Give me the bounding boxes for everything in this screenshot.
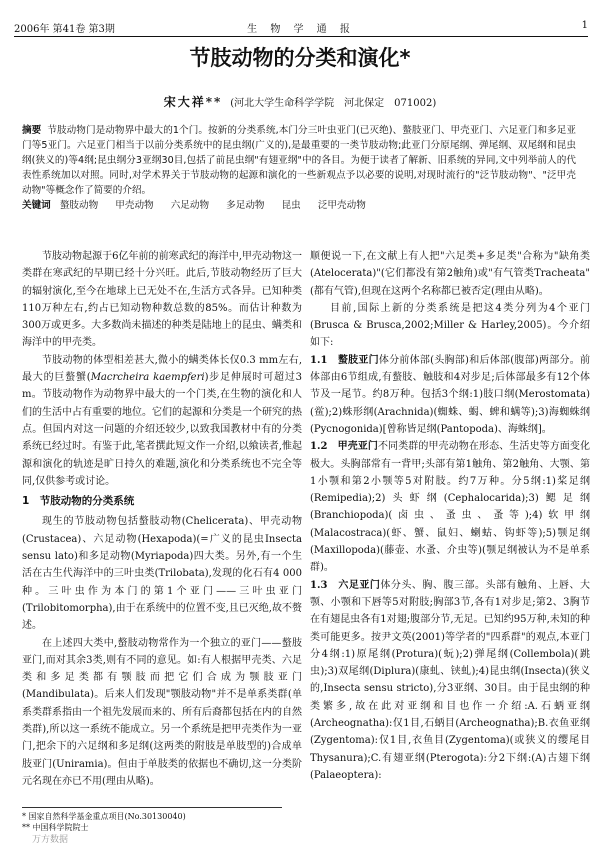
footnote-author: ** 中国科学院院士 (22, 823, 89, 832)
subsection-heading: 1.2 甲壳亚门 (310, 441, 378, 453)
abstract (22, 123, 576, 213)
body-paragraph: 在上述四大类中,螯肢动物常作为一个独立的亚门——螯肢亚门,而对其余3类,则有不同的意见。如:有人根据甲壳类、六足类和多足类都有颚肢而把它们合成为颚肢亚门(Mandibulata)。后来人们发现"颚肢动物"并不是单系类群(单系类群系指由一个祖先发展而来的、所有后裔都包括在内的自然类群),所以这一系统不能成立。另一个系统是把甲壳类作为一亚门,把余下的六足纲和多足纲(这两类的附肢是单肢型的)合成单肢亚门(Uniramia)。但由于单肢类的依据也不确切,这一分类阶元名现在亦已不用(理由从略)。 (22, 637, 302, 787)
body-paragraph (22, 352, 302, 490)
keywords (22, 198, 576, 213)
subsection-heading: 1.3 六足亚门 (310, 579, 381, 591)
body-paragraph: 目前,国际上新的分类系统是把这4类分列为4个亚门(Brusca & Brusca,2002;Miller & Harley,2005)。今介绍如下: (310, 302, 590, 349)
watermark: 万方数据 (32, 835, 69, 845)
paragraph-text: 节肢动物的体型相差甚大,微小的螨类体长仅0.3 mm左右,最大的巨螯蟹( (22, 354, 302, 384)
subsection-text: 不同类群的甲壳动物在形态、生活史等方面变化极大。头胸部常有一背甲;头部有第1触角、第2触角、大颚、第1小颚和第2小颚等5对附肢。约7万种。分5纲:1)桨足纲(Remipedia);2)头虾纲(Cephalocarida);3)鳃足纲(Branchiopoda)(卤虫、蚤虫、蚤等);4)软甲纲(Malacostraca)(虾、蟹、鼠妇、蝲蛄、钩虾等);5)颚足纲(Maxillopoda)(藤壶、水蚤、介虫等)(颚足纲被认为不是单系群)。 (310, 441, 590, 574)
body-paragraph: 现生的节肢动物包括螯肢动物(Chelicerata)、甲壳动物(Crustacea)、六足动物(Hexapoda)(=广义的昆虫Insecta sensu lato)和多足动物(Myriapoda)四大类。另外,有一个生活在古生代海洋中的三叶虫类(Trilobata),发现的化石有4 000种。三叶虫作为本门的第1个亚门——三叶虫亚门(Trilobitomorpha),由于在系统中的位置不变,且已灭绝,故不赘述。 (22, 516, 302, 632)
keyword: 螯肢动物 (59, 200, 99, 211)
keyword: 多足动物 (226, 200, 265, 211)
author-affiliation: (河北大学生命科学学院 河北保定 071002) (230, 98, 437, 109)
subsection-text: 体分前体部(头胸部)和后体部(腹部)两部分。前体部由6节组成,有螯肢、触肢和4对步足;后体部最多有12个体节及一尾节。约8万种。包括3个纲:1)肢口纲(Merostomata)(鲎);2)蛛形纲(Arachnida)(蜘蛛、蝎、蜱和螨等);3)海蜘蛛纲(Pycnogonida)[曾称皆足纲(Pantopoda)、海蛛纲]。 (310, 354, 590, 435)
body-paragraph: 顺便说一下,在文献上有人把"六足类+多足类"合称为"缺角类(Atelocerata)"(它们都没有第2触角)或"有气管类Tracheata"(都有气管),但现在这两个名称都已被否定(理由从略)。 (310, 251, 590, 297)
left-column (22, 248, 302, 790)
footnotes (22, 807, 282, 833)
keywords-label: 关键词 (22, 200, 51, 211)
body-paragraph: 节肢动物起源于6亿年前的前寒武纪的海洋中,甲壳动物这一类群在寒武纪的早期已经十分兴旺。此后,节肢动物经历了巨大的辐射演化,至今在地球上已无处不在,生活方式各异。已知种类110万种左右,约占已知动物种数总数的85%。而估计种数为300万或更多。大多数尚未描述的种类是陆地上的昆虫、螨类和海洋中的甲壳类。 (22, 251, 302, 349)
author-name: 宋大祥** (163, 95, 223, 109)
paragraph-text: )步足伸展时可超过3 m。节肢动物作为动物界中最大的一个门类,在生物的演化和人们的生活中占有重要的地位。它们的起源和分类是一个研究的热点。但国内对这一问题的介绍还较少,以致我国教材中有的分类系统已经过时。有鉴于此,笔者撰此短文作一介绍,以飨读者,惟起源和演化的轨迹是旷日持久的难题,演化和分类系统也不完全等同,仅供参考或讨论。 (22, 372, 303, 487)
footnote-fund: * 国家自然科学基金重点项目(No.30130040) (22, 812, 186, 821)
keyword: 六足动物 (170, 200, 210, 211)
abstract-text: 节肢动物门是动物界中最大的1个门。按新的分类系统,本门分三叶虫亚门(已灭绝)、螯肢亚门、甲壳亚门、六足亚门和多足亚门等5亚门。六足亚门相当于以前分类系统中的昆虫纲(广义的),是最重要的一类节肢动物;此亚门分原尾纲、弹尾纲、双尾纲和昆虫纲(狭义的)等4纲;昆虫纲分3亚纲30目,包括了前昆虫纲"有翅亚纲"中的各目。为便于读者了解新、旧系统的异同,文中列举前人的代表性系统加以对照。同时,对学术界关于节肢动物的起源和演化的一些新观点予以必要的说明,对现时流行的"泛节肢动物"、"泛甲壳动物"等概念作了简要的介绍。 (22, 125, 577, 196)
keyword: 昆虫 (281, 200, 301, 211)
subsection-text: 体分头、胸、腹三部。头部有触角、上唇、大颚、小颚和下唇等5对附肢;胸部3节,各有1对步足;第2、3胸节在有翅昆虫各有1对翅;腹部分节,无足。已知约95万种,未知的种类可能更多。按尹文英(2001)等学者的"四系群"的观点,本亚门分4纲:1)原尾纲(Protura)(蚖);2)弹尾纲(Collembola)(跳虫);3)双尾纲(Diplura)(康虬、铗虬);4)昆虫纲(Insecta)(狭义的,Insecta sensu stricto),分3亚纲、30目。由于昆虫纲的种类繁多,故在此对亚纲和目也作一介绍:A.石蛃亚纲(Archeognatha):仅1目,石蛃目(Archeognatha);B.衣鱼亚纲(Zygentoma):仅1目,衣鱼目(Zygentoma)(或狭义的缨尾目Thysanura);C.有翅亚纲(Pterogota):分2下纲:(A)古翅下纲(Palaeoptera): (310, 579, 590, 781)
header-rule (14, 36, 588, 37)
subsection-heading: 1.1 螯肢亚门 (310, 354, 379, 366)
section-heading: 1 节肢动物的分类系统 (22, 495, 135, 508)
running-header (14, 20, 588, 36)
keyword: 甲壳动物 (115, 200, 154, 211)
latin-name: Macrcheira kaempferi (90, 372, 205, 384)
author-line (0, 93, 600, 110)
journal-name: 生 物 学 通 报 (247, 24, 355, 35)
keyword: 泛甲壳动物 (317, 200, 366, 211)
abstract-label: 摘要 (22, 125, 42, 136)
page-number: 1 (581, 20, 588, 31)
right-column (310, 248, 590, 784)
paper-title: 节肢动物的分类和演化* (189, 46, 411, 70)
journal-issue: 2006年 第41卷 第3期 (14, 24, 115, 35)
